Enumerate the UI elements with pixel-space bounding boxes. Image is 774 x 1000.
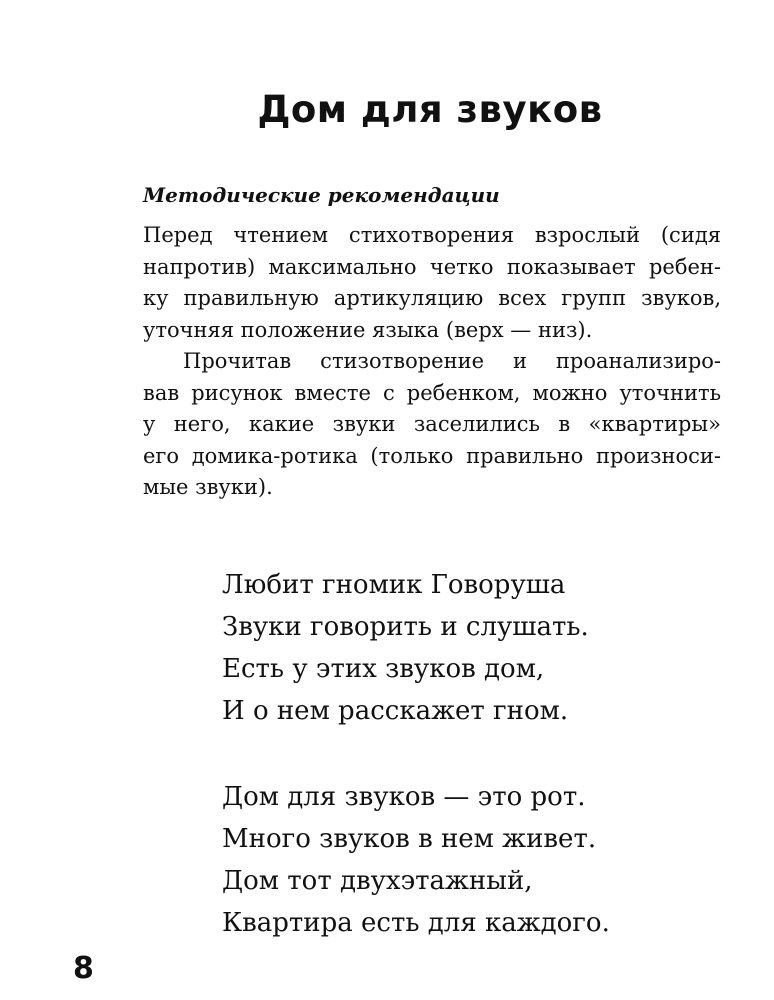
poem-verse: И о нем расскажет гном. (222, 696, 569, 726)
paragraph-1 (143, 220, 721, 346)
poem-verse: Дом тот двухэтажный, (222, 866, 533, 896)
text-line: мые звуки). (143, 475, 273, 499)
text-line: ку правильную артикуляцию всех групп звуков, (143, 286, 721, 310)
page-number: 8 (73, 951, 94, 986)
poem-stanza-2 (222, 776, 610, 944)
poem-verse: Дом для звуков — это рот. (222, 782, 586, 812)
poem-verse: Любит гномик Говоруша (222, 570, 566, 600)
text-line: у него, какие звуки заселились в «квартиры» (143, 412, 721, 436)
poem-verse: Звуки говорить и слушать. (222, 612, 589, 642)
page-title: Дом для звуков (257, 88, 603, 131)
poem-verse: Много звуков в нем живет. (222, 824, 597, 854)
text-line: Перед чтением стихотворения взрослый (сидя (143, 223, 721, 247)
text-line: его домика-ротика (только правильно произноси- (143, 443, 721, 468)
poem-verse: Есть у этих звуков дом, (222, 654, 545, 684)
poem-stanza-1 (222, 564, 589, 732)
section-subtitle: Методические рекомендации (143, 183, 500, 207)
text-line: вав рисунок вместе с ребенком, можно уточнить (143, 380, 721, 405)
paragraph-2 (143, 346, 721, 504)
text-line: Прочитав стизотворение и проанализиро- (183, 349, 721, 373)
text-line: уточняя положение языка (верх — низ). (143, 317, 593, 342)
poem-verse: Квартира есть для каждого. (222, 908, 610, 938)
text-line: напротив) максимально четко показывает ребен- (143, 254, 721, 279)
methodical-text (143, 220, 721, 504)
